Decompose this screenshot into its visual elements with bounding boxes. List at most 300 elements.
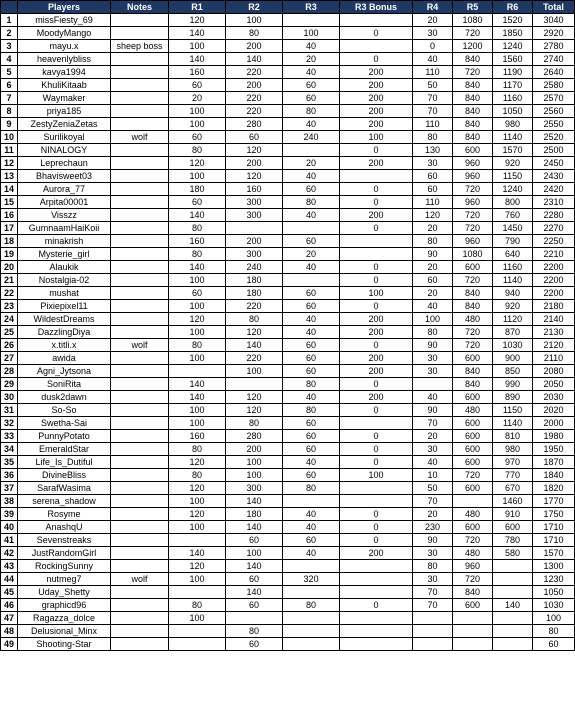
- row-number-cell: 31: [1, 404, 18, 417]
- total-cell: 2050: [533, 378, 575, 391]
- table-row: [1, 417, 575, 430]
- row-number-cell: 16: [1, 209, 18, 222]
- r5-cell: 600: [453, 443, 493, 456]
- r3-cell: 40: [283, 547, 340, 560]
- r3-bonus-cell: 0: [340, 196, 413, 209]
- notes-cell: [111, 313, 169, 326]
- r3-bonus-cell: 100: [340, 469, 413, 482]
- notes-cell: [111, 170, 169, 183]
- notes-cell: [111, 378, 169, 391]
- r6-cell: [493, 586, 533, 599]
- table-row: [1, 443, 575, 456]
- r2-cell: 220: [226, 352, 283, 365]
- r4-cell: [413, 378, 453, 391]
- row-number-cell: 10: [1, 131, 18, 144]
- r3-cell: 40: [283, 508, 340, 521]
- table-row: [1, 66, 575, 79]
- r4-cell: 20: [413, 287, 453, 300]
- r5-cell: 840: [453, 53, 493, 66]
- player-name-cell: Uday_Shetty: [18, 586, 111, 599]
- row-number-cell: 9: [1, 118, 18, 131]
- notes-cell: [111, 287, 169, 300]
- notes-cell: [111, 300, 169, 313]
- r3-bonus-cell: 200: [340, 157, 413, 170]
- r2-cell: 140: [226, 53, 283, 66]
- r1-cell: 100: [169, 521, 226, 534]
- r1-cell: 60: [169, 79, 226, 92]
- notes-cell: wolf: [111, 131, 169, 144]
- header-r1: R1: [169, 1, 226, 14]
- player-name-cell: AnashqU: [18, 521, 111, 534]
- r6-cell: 920: [493, 300, 533, 313]
- r6-cell: 1570: [493, 144, 533, 157]
- player-name-cell: So-So: [18, 404, 111, 417]
- row-number-cell: 48: [1, 625, 18, 638]
- row-number-cell: 13: [1, 170, 18, 183]
- r5-cell: 960: [453, 170, 493, 183]
- r3-bonus-cell: 100: [340, 287, 413, 300]
- r2-cell: 140: [226, 339, 283, 352]
- r2-cell: [226, 222, 283, 235]
- r2-cell: 180: [226, 287, 283, 300]
- notes-cell: [111, 274, 169, 287]
- notes-cell: [111, 625, 169, 638]
- r1-cell: 120: [169, 157, 226, 170]
- r6-cell: 670: [493, 482, 533, 495]
- r3-bonus-cell: 200: [340, 547, 413, 560]
- table-row: [1, 222, 575, 235]
- row-number-cell: 2: [1, 27, 18, 40]
- r4-cell: 70: [413, 599, 453, 612]
- r5-cell: 720: [453, 534, 493, 547]
- r4-cell: 50: [413, 79, 453, 92]
- r2-cell: 80: [226, 625, 283, 638]
- r3-cell: 60: [283, 79, 340, 92]
- total-cell: 2920: [533, 27, 575, 40]
- r6-cell: 640: [493, 248, 533, 261]
- row-number-cell: 20: [1, 261, 18, 274]
- table-row: [1, 235, 575, 248]
- table-row: [1, 183, 575, 196]
- r1-cell: 60: [169, 196, 226, 209]
- r2-cell: 140: [226, 495, 283, 508]
- r5-cell: 960: [453, 235, 493, 248]
- r6-cell: [493, 638, 533, 651]
- r1-cell: 180: [169, 183, 226, 196]
- row-number-cell: 43: [1, 560, 18, 573]
- r6-cell: 1140: [493, 274, 533, 287]
- table-row: [1, 573, 575, 586]
- r1-cell: 100: [169, 274, 226, 287]
- r2-cell: 60: [226, 573, 283, 586]
- r3-bonus-cell: 0: [340, 599, 413, 612]
- r3-cell: [283, 144, 340, 157]
- r3-cell: 80: [283, 404, 340, 417]
- r4-cell: 70: [413, 495, 453, 508]
- table-row: [1, 638, 575, 651]
- r1-cell: [169, 625, 226, 638]
- r4-cell: 100: [413, 313, 453, 326]
- row-number-cell: 40: [1, 521, 18, 534]
- r6-cell: 1170: [493, 79, 533, 92]
- r5-cell: 840: [453, 365, 493, 378]
- notes-cell: [111, 248, 169, 261]
- r3-bonus-cell: 0: [340, 456, 413, 469]
- table-row: [1, 469, 575, 482]
- notes-cell: [111, 79, 169, 92]
- r6-cell: 1520: [493, 14, 533, 27]
- row-number-cell: 33: [1, 430, 18, 443]
- r3-cell: 60: [283, 430, 340, 443]
- r2-cell: 60: [226, 638, 283, 651]
- player-name-cell: Arpita00001: [18, 196, 111, 209]
- r3-cell: 40: [283, 456, 340, 469]
- r6-cell: 600: [493, 521, 533, 534]
- r3-bonus-cell: [340, 14, 413, 27]
- total-cell: 1950: [533, 443, 575, 456]
- r5-cell: 960: [453, 157, 493, 170]
- r2-cell: 220: [226, 92, 283, 105]
- r1-cell: [169, 534, 226, 547]
- r1-cell: 140: [169, 53, 226, 66]
- r6-cell: 770: [493, 469, 533, 482]
- notes-cell: [111, 27, 169, 40]
- r4-cell: 50: [413, 482, 453, 495]
- r5-cell: 1200: [453, 40, 493, 53]
- r5-cell: 480: [453, 508, 493, 521]
- row-number-cell: 49: [1, 638, 18, 651]
- r1-cell: [169, 365, 226, 378]
- notes-cell: [111, 469, 169, 482]
- r2-cell: 240: [226, 261, 283, 274]
- table-row: [1, 547, 575, 560]
- r1-cell: [169, 638, 226, 651]
- r1-cell: 80: [169, 248, 226, 261]
- r3-cell: 40: [283, 209, 340, 222]
- r4-cell: 20: [413, 508, 453, 521]
- r1-cell: 80: [169, 222, 226, 235]
- player-name-cell: SarafWasima: [18, 482, 111, 495]
- total-cell: 100: [533, 612, 575, 625]
- r5-cell: 840: [453, 92, 493, 105]
- r6-cell: 760: [493, 209, 533, 222]
- r2-cell: 220: [226, 300, 283, 313]
- total-cell: 2210: [533, 248, 575, 261]
- notes-cell: [111, 92, 169, 105]
- total-cell: 2000: [533, 417, 575, 430]
- r6-cell: 140: [493, 599, 533, 612]
- player-name-cell: missFiesty_69: [18, 14, 111, 27]
- player-name-cell: DivineBliss: [18, 469, 111, 482]
- r6-cell: 1140: [493, 131, 533, 144]
- r5-cell: 600: [453, 456, 493, 469]
- notes-cell: [111, 157, 169, 170]
- row-number-cell: 4: [1, 53, 18, 66]
- player-name-cell: Waymaker: [18, 92, 111, 105]
- total-cell: 2310: [533, 196, 575, 209]
- r4-cell: [413, 612, 453, 625]
- r3-bonus-cell: 200: [340, 391, 413, 404]
- player-name-cell: NINALOGY: [18, 144, 111, 157]
- player-name-cell: graphicd96: [18, 599, 111, 612]
- row-number-cell: 23: [1, 300, 18, 313]
- player-name-cell: mayu.x: [18, 40, 111, 53]
- notes-cell: [111, 612, 169, 625]
- r5-cell: 600: [453, 391, 493, 404]
- r1-cell: 160: [169, 430, 226, 443]
- r2-cell: 200: [226, 443, 283, 456]
- total-cell: 2200: [533, 274, 575, 287]
- r5-cell: 600: [453, 352, 493, 365]
- r5-cell: 720: [453, 222, 493, 235]
- player-name-cell: JustRandomGirl: [18, 547, 111, 560]
- notes-cell: [111, 66, 169, 79]
- r1-cell: 160: [169, 66, 226, 79]
- total-cell: 2130: [533, 326, 575, 339]
- row-number-cell: 37: [1, 482, 18, 495]
- r1-cell: 120: [169, 313, 226, 326]
- total-cell: 2120: [533, 339, 575, 352]
- player-name-cell: Leprechaun: [18, 157, 111, 170]
- r3-bonus-cell: 0: [340, 339, 413, 352]
- table-row: [1, 274, 575, 287]
- header-r5: R5: [453, 1, 493, 14]
- r3-cell: 40: [283, 261, 340, 274]
- r5-cell: 720: [453, 27, 493, 40]
- r1-cell: 120: [169, 508, 226, 521]
- r4-cell: 80: [413, 326, 453, 339]
- r4-cell: 90: [413, 248, 453, 261]
- r4-cell: 40: [413, 456, 453, 469]
- r3-bonus-cell: 0: [340, 521, 413, 534]
- notes-cell: [111, 456, 169, 469]
- r1-cell: 100: [169, 118, 226, 131]
- notes-cell: [111, 404, 169, 417]
- total-cell: 2250: [533, 235, 575, 248]
- total-cell: 2520: [533, 131, 575, 144]
- player-name-cell: nutmeg7: [18, 573, 111, 586]
- r6-cell: 910: [493, 508, 533, 521]
- r1-cell: 100: [169, 612, 226, 625]
- r4-cell: 110: [413, 118, 453, 131]
- table-row: [1, 599, 575, 612]
- header-players: Players: [18, 1, 111, 14]
- r1-cell: 140: [169, 261, 226, 274]
- table-row: [1, 105, 575, 118]
- r1-cell: 160: [169, 235, 226, 248]
- r2-cell: 300: [226, 209, 283, 222]
- r5-cell: 480: [453, 313, 493, 326]
- r6-cell: [493, 612, 533, 625]
- player-name-cell: Visszz: [18, 209, 111, 222]
- row-number-cell: 28: [1, 365, 18, 378]
- total-cell: 1820: [533, 482, 575, 495]
- r1-cell: 100: [169, 495, 226, 508]
- r3-cell: 60: [283, 469, 340, 482]
- player-name-cell: mushat: [18, 287, 111, 300]
- r1-cell: 140: [169, 209, 226, 222]
- r2-cell: 120: [226, 170, 283, 183]
- r5-cell: 720: [453, 469, 493, 482]
- r1-cell: [169, 586, 226, 599]
- r2-cell: 120: [226, 391, 283, 404]
- r6-cell: 1150: [493, 404, 533, 417]
- r1-cell: 100: [169, 404, 226, 417]
- row-number-cell: 19: [1, 248, 18, 261]
- r1-cell: 20: [169, 92, 226, 105]
- r5-cell: 840: [453, 378, 493, 391]
- r2-cell: 120: [226, 404, 283, 417]
- r4-cell: 40: [413, 53, 453, 66]
- r5-cell: 720: [453, 573, 493, 586]
- row-number-cell: 39: [1, 508, 18, 521]
- row-number-cell: 42: [1, 547, 18, 560]
- r3-cell: 60: [283, 339, 340, 352]
- notes-cell: [111, 534, 169, 547]
- total-cell: 1710: [533, 521, 575, 534]
- header-row: [1, 1, 575, 14]
- r6-cell: 1160: [493, 261, 533, 274]
- notes-cell: [111, 235, 169, 248]
- r4-cell: 30: [413, 443, 453, 456]
- r1-cell: 100: [169, 352, 226, 365]
- notes-cell: [111, 14, 169, 27]
- table-row: [1, 144, 575, 157]
- r3-bonus-cell: [340, 417, 413, 430]
- r3-cell: 60: [283, 183, 340, 196]
- r3-bonus-cell: 0: [340, 378, 413, 391]
- r4-cell: 60: [413, 274, 453, 287]
- player-name-cell: x.titli.x: [18, 339, 111, 352]
- r3-bonus-cell: [340, 560, 413, 573]
- header-notes: Notes: [111, 1, 169, 14]
- row-number-cell: 1: [1, 14, 18, 27]
- table-row: [1, 378, 575, 391]
- r3-cell: [283, 612, 340, 625]
- r6-cell: 1560: [493, 53, 533, 66]
- header-r6: R6: [493, 1, 533, 14]
- r5-cell: [453, 612, 493, 625]
- row-number-cell: 14: [1, 183, 18, 196]
- table-row: [1, 482, 575, 495]
- r3-bonus-cell: 200: [340, 66, 413, 79]
- r6-cell: [493, 573, 533, 586]
- r3-bonus-cell: 200: [340, 105, 413, 118]
- header-r4: R4: [413, 1, 453, 14]
- total-cell: 2640: [533, 66, 575, 79]
- r4-cell: 80: [413, 560, 453, 573]
- r4-cell: 80: [413, 131, 453, 144]
- r4-cell: 70: [413, 105, 453, 118]
- row-number-cell: 27: [1, 352, 18, 365]
- player-name-cell: Bhavisweet03: [18, 170, 111, 183]
- r6-cell: 1150: [493, 170, 533, 183]
- r4-cell: [413, 638, 453, 651]
- r1-cell: 100: [169, 105, 226, 118]
- total-cell: 2450: [533, 157, 575, 170]
- row-number-cell: 25: [1, 326, 18, 339]
- r4-cell: 130: [413, 144, 453, 157]
- notes-cell: wolf: [111, 573, 169, 586]
- r4-cell: 40: [413, 300, 453, 313]
- table-row: [1, 287, 575, 300]
- header-index: [1, 1, 18, 14]
- r3-cell: 60: [283, 300, 340, 313]
- r4-cell: 60: [413, 170, 453, 183]
- table-row: [1, 300, 575, 313]
- r3-cell: 20: [283, 157, 340, 170]
- r3-cell: 20: [283, 53, 340, 66]
- r5-cell: 720: [453, 209, 493, 222]
- r5-cell: 840: [453, 131, 493, 144]
- total-cell: 2200: [533, 287, 575, 300]
- total-cell: 2030: [533, 391, 575, 404]
- r4-cell: 80: [413, 235, 453, 248]
- table-row: [1, 612, 575, 625]
- total-cell: 1870: [533, 456, 575, 469]
- table-row: [1, 53, 575, 66]
- table-row: [1, 326, 575, 339]
- r3-bonus-cell: 200: [340, 118, 413, 131]
- r6-cell: 1850: [493, 27, 533, 40]
- row-number-cell: 5: [1, 66, 18, 79]
- r1-cell: 120: [169, 456, 226, 469]
- total-cell: 2200: [533, 261, 575, 274]
- total-cell: 1980: [533, 430, 575, 443]
- r6-cell: 800: [493, 196, 533, 209]
- table-row: [1, 40, 575, 53]
- table-row: [1, 118, 575, 131]
- r6-cell: 900: [493, 352, 533, 365]
- total-cell: 80: [533, 625, 575, 638]
- row-number-cell: 11: [1, 144, 18, 157]
- r3-cell: 80: [283, 482, 340, 495]
- r2-cell: 60: [226, 599, 283, 612]
- player-name-cell: kavya1994: [18, 66, 111, 79]
- r5-cell: 960: [453, 560, 493, 573]
- notes-cell: [111, 638, 169, 651]
- r3-bonus-cell: 0: [340, 183, 413, 196]
- notes-cell: [111, 521, 169, 534]
- total-cell: 2780: [533, 40, 575, 53]
- r3-cell: 40: [283, 170, 340, 183]
- row-number-cell: 8: [1, 105, 18, 118]
- r4-cell: 30: [413, 365, 453, 378]
- r1-cell: 140: [169, 391, 226, 404]
- row-number-cell: 34: [1, 443, 18, 456]
- r5-cell: [453, 625, 493, 638]
- player-name-cell: heavenlybliss: [18, 53, 111, 66]
- r3-bonus-cell: 0: [340, 300, 413, 313]
- r2-cell: 80: [226, 417, 283, 430]
- header-total: Total: [533, 1, 575, 14]
- total-cell: 1770: [533, 495, 575, 508]
- r4-cell: 90: [413, 534, 453, 547]
- r1-cell: 100: [169, 170, 226, 183]
- r1-cell: 80: [169, 144, 226, 157]
- r3-cell: 20: [283, 248, 340, 261]
- r4-cell: 20: [413, 261, 453, 274]
- row-number-cell: 32: [1, 417, 18, 430]
- r3-cell: [283, 222, 340, 235]
- total-cell: 60: [533, 638, 575, 651]
- r5-cell: 840: [453, 118, 493, 131]
- r5-cell: [453, 638, 493, 651]
- r2-cell: 120: [226, 326, 283, 339]
- r4-cell: 90: [413, 404, 453, 417]
- player-name-cell: dusk2dawn: [18, 391, 111, 404]
- table-body: [1, 14, 575, 651]
